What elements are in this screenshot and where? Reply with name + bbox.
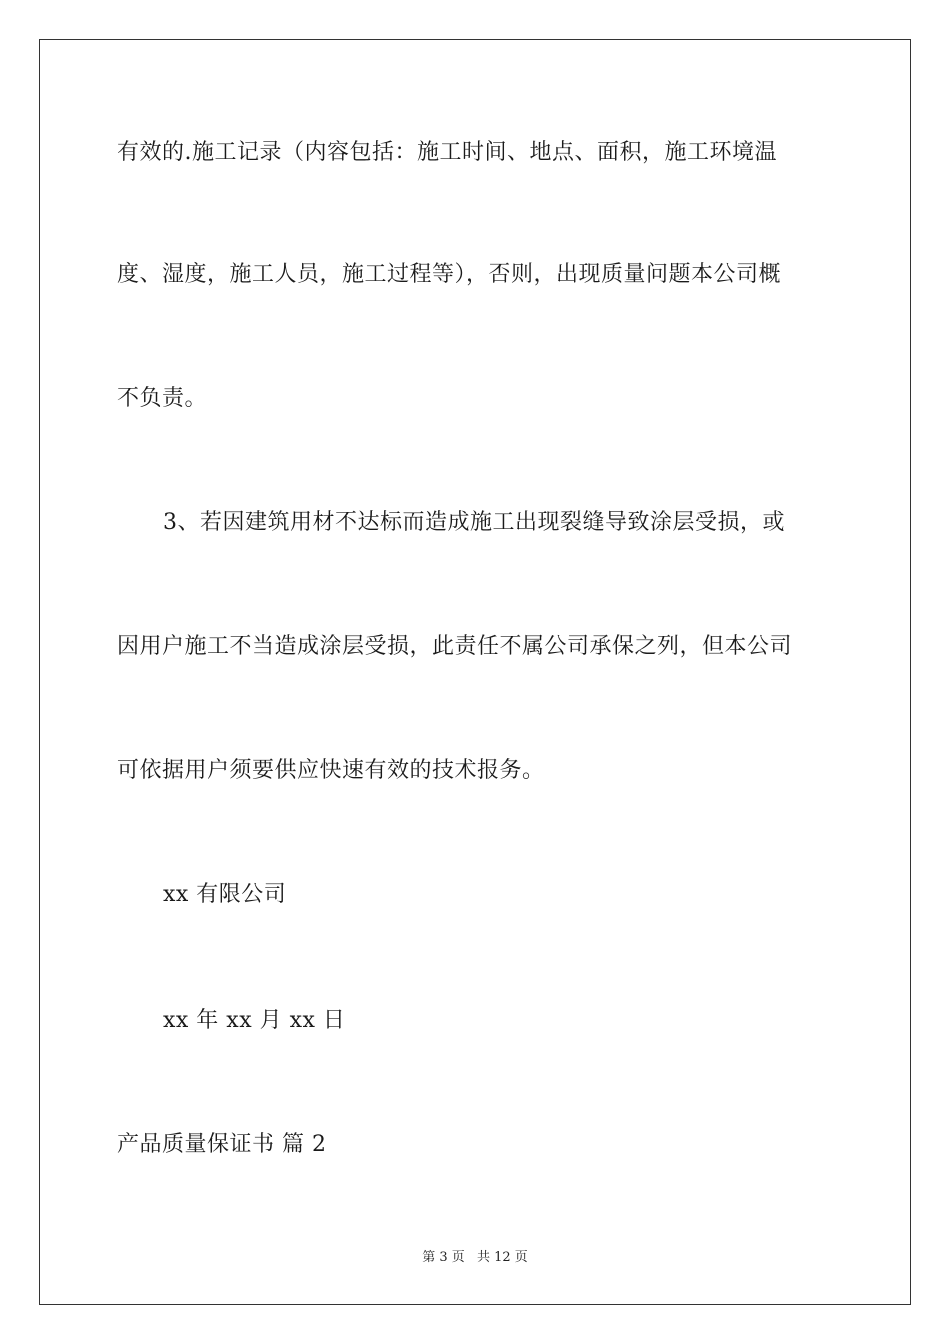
clause-3-line-2: 因用户施工不当造成涂层受损，此责任不属公司承保之列，但本公司 <box>117 634 793 659</box>
signature-date: xx 年 xx 月 xx 日 <box>163 1008 346 1033</box>
body-line-2: 度、湿度，施工人员，施工过程等），否则，出现质量问题本公司概 <box>117 262 782 287</box>
page-number: 第 3 页 <box>422 1250 465 1265</box>
page-border <box>39 39 911 1305</box>
page-total: 共 12 页 <box>476 1250 528 1265</box>
clause-3-line-3: 可依据用户须要供应快速有效的技术报务。 <box>117 758 545 783</box>
clause-3-line-1: 3、若因建筑用材不达标而造成施工出现裂缝导致涂层受损，或 <box>163 510 785 535</box>
body-line-1: 有效的.施工记录（内容包括：施工时间、地点、面积，施工环境温 <box>117 140 777 165</box>
section-heading: 产品质量保证书 篇 2 <box>117 1132 327 1157</box>
body-line-3: 不负责。 <box>117 386 208 411</box>
company-signature: xx 有限公司 <box>163 882 287 907</box>
page-footer <box>0 1246 950 1265</box>
